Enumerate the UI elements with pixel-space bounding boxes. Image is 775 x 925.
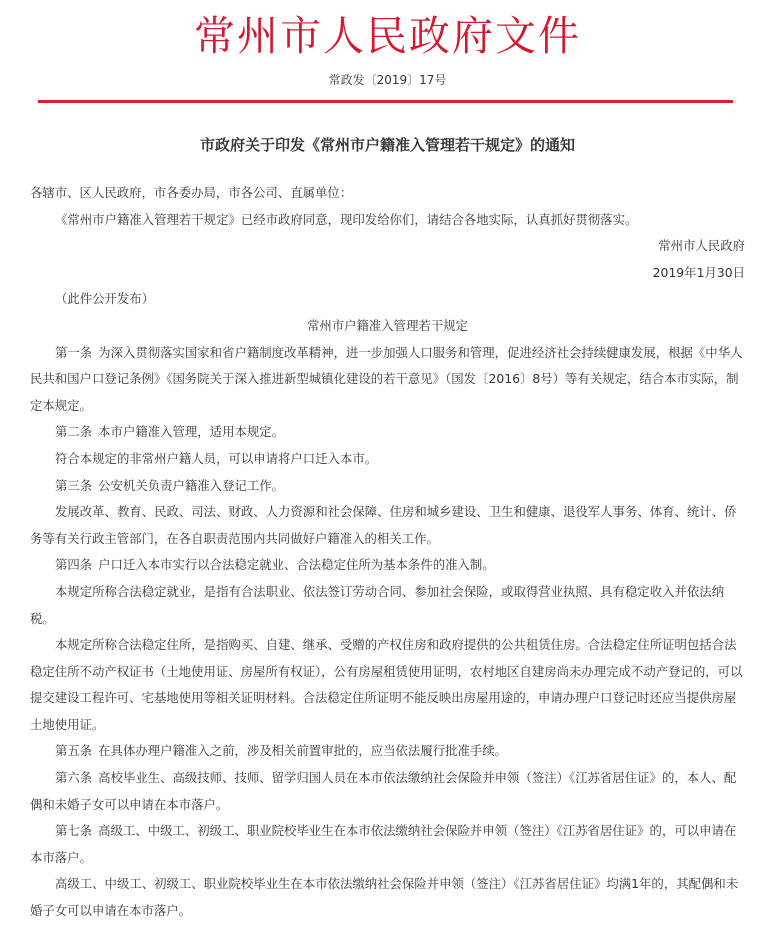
article-number: 第三条: [55, 477, 93, 493]
paragraph: [30, 871, 745, 924]
paragraph-text: 本市户籍准入管理，适用本规定。: [98, 424, 285, 440]
red-divider-rule: [38, 100, 733, 103]
paragraph-article-5: [30, 738, 745, 765]
paragraph-article-1: [30, 340, 745, 420]
article-number: 第六条: [55, 770, 93, 786]
regulation-title: 常州市户籍准入管理若干规定: [306, 317, 469, 333]
paragraph-text: 为深入贯彻落实国家和省户籍制度改革精神，进一步加强人口服务和管理，促进经济社会持续健康发展，根据《中华人民共和国户口登记条例》《国务院关于深入推进新型城镇化建设的若干意见》（国发〔2016〕8号）等有关规定，结合本市实际，制定本规定。: [30, 344, 743, 413]
paragraph-text: 高校毕业生、高级技师、技师、留学归国人员在本市依法缴纳社会保险并申领（签注）《江苏省居住证》的，本人、配偶和未婚子女可以申请在本市落户。: [30, 770, 737, 812]
paragraph-text: 本规定所称合法稳定就业，是指有合法职业、依法签订劳动合同、参加社会保险，或取得营业执照、具有稳定收入并依法纳税。: [30, 583, 725, 626]
article-number: 第四条: [55, 557, 93, 573]
article-number: 第一条: [55, 344, 93, 360]
paragraph-text: 本规定所称合法稳定住所，是指购买、自建、继承、受赠的产权住房和政府提供的公共租赁住房。合法稳定住所证明包括合法稳定住所不动产权证书（土地使用证、房屋所有权证），公有房屋租赁使用证明，农村地区自建房尚未办理完成不动产登记的，可以提交建设工程许可、宅基地使用等相关证明材料。合法稳定住所证明不能反映出房屋用途的，申请办理户口登记时还应当提供房屋土地使用证。: [30, 637, 743, 732]
paragraph-article-6: [30, 765, 745, 818]
article-number: 第二条: [55, 424, 93, 440]
paragraph-text: 高级工、中级工、初级工、职业院校毕业生在本市依法缴纳社会保险并申领（签注）《江苏省居住证》均满1年的，其配偶和未婚子女可以申请在本市落户。: [30, 876, 739, 919]
paragraph-text: 公安机关负责户籍准入登记工作。: [98, 477, 285, 493]
recipients-line: 各辖市、区人民政府，市各委办局，市各公司、直属单位：: [30, 185, 353, 200]
paragraph-article-7: [30, 818, 745, 871]
paragraph-text: 发展改革、教育、民政、司法、财政、人力资源和社会保障、住房和城乡建设、卫生和健康、退役军人事务、体育、统计、侨务等有关行政主管部门，在各自职责范围内共同做好户籍准入的相关工作。: [30, 504, 737, 546]
issuer-signature: 常州市人民政府: [658, 238, 745, 254]
paragraph-article-2: [30, 419, 745, 446]
article-number: 第七条: [55, 823, 93, 839]
paragraph: [30, 446, 745, 473]
paragraph-text: 在具体办理户籍准入之前，涉及相关前置审批的，应当依法履行批准手续。: [98, 743, 508, 759]
paragraph-text: 符合本规定的非常州户籍人员，可以申请将户口迁入本市。: [55, 450, 378, 466]
notice-body: 《常州市户籍准入管理若干规定》已经市政府同意，现印发给你们，请结合各地实际，认真抓好贯彻落实。: [55, 211, 638, 227]
document-body: [30, 180, 745, 925]
notice-title: 市政府关于印发《常州市户籍准入管理若干规定》的通知: [199, 136, 575, 154]
paragraph-article-4: [30, 552, 745, 579]
paragraph: [30, 632, 745, 738]
paragraph: [30, 579, 745, 632]
issue-date: 2019年1月30日: [652, 264, 745, 280]
document-masthead: 常州市人民政府文件: [194, 12, 581, 60]
publication-note: （此件公开发布）: [55, 291, 155, 307]
document-number: 常政发〔2019〕17号: [328, 73, 447, 87]
article-number: 第五条: [55, 743, 93, 759]
paragraph: [30, 499, 745, 552]
paragraph-article-3: [30, 473, 745, 500]
paragraph-text: 户口迁入本市实行以合法稳定就业、合法稳定住所为基本条件的准入制。: [98, 557, 495, 573]
paragraph-text: 高级工、中级工、初级工、职业院校毕业生在本市依法缴纳社会保险并申领（签注）《江苏省居住证》的，可以申请在本市落户。: [30, 823, 737, 865]
